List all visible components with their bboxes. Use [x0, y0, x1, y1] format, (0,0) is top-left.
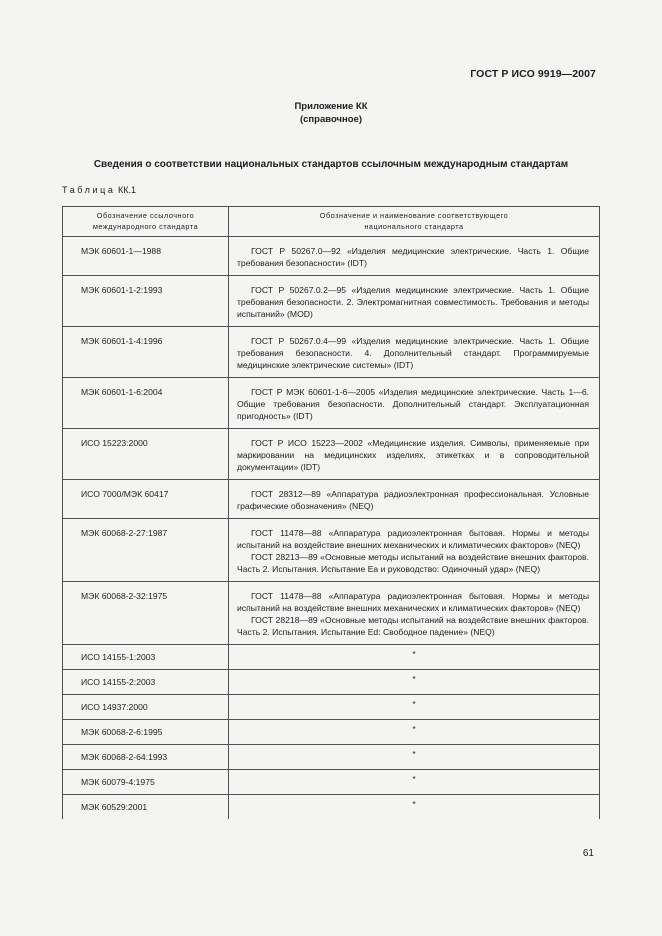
national-standard-cell [229, 770, 600, 795]
appendix-title-block [0, 100, 662, 126]
international-standard-cell: МЭК 60601-1-4:1996 [63, 327, 229, 378]
table-label-number: КК.1 [118, 185, 137, 195]
table-row [63, 645, 600, 670]
table-row [63, 276, 600, 327]
table-row [63, 582, 600, 645]
no-equivalent-marker: * [412, 774, 416, 784]
international-standard-cell: ИСО 14937:2000 [63, 695, 229, 720]
international-standard-cell: МЭК 60601-1-6:2004 [63, 378, 229, 429]
international-standard-cell: МЭК 60601-1-2:1993 [63, 276, 229, 327]
table-row [63, 720, 600, 745]
document-code: ГОСТ Р ИСО 9919—2007 [470, 68, 596, 80]
table-row [63, 745, 600, 770]
column-header-international: Обозначение ссылочного международного стандарта [63, 207, 229, 237]
national-standard-cell [229, 795, 600, 820]
national-standard-cell [229, 695, 600, 720]
national-standard-cell [229, 745, 600, 770]
national-standard-cell [229, 378, 600, 429]
national-standard-text: ГОСТ Р 50267.0.2—95 «Изделия медицинские электрические. Часть 1. Общие требования безопасности. 2. Электромагнитная совместимость. Требования и методы испытаний» (MOD) [237, 285, 589, 319]
table-label-prefix: Таблица [62, 185, 116, 195]
international-standard-cell: МЭК 60068-2-6:1995 [63, 720, 229, 745]
table-row [63, 795, 600, 820]
international-standard-cell: МЭК 60601-1—1988 [63, 237, 229, 276]
table-row [63, 770, 600, 795]
table-row [63, 695, 600, 720]
national-standard-cell [229, 670, 600, 695]
national-standard-cell [229, 519, 600, 582]
international-standard-cell: ИСО 15223:2000 [63, 429, 229, 480]
appendix-title: Приложение КК [294, 101, 368, 112]
table-row [63, 327, 600, 378]
international-standard-cell: МЭК 60079-4:1975 [63, 770, 229, 795]
national-standard-text: ГОСТ Р МЭК 60601-1-6—2005 «Изделия медицинские электрические. Часть 1—6. Общие требования безопасности. Дополнительный стандарт. Эксплуатационная пригодность» (IDT) [237, 387, 589, 421]
international-standard-cell: ИСО 14155-2:2003 [63, 670, 229, 695]
page-number: 61 [582, 848, 594, 859]
table-header-row [63, 207, 600, 237]
appendix-subtitle: (справочное) [299, 114, 363, 125]
table-row [63, 378, 600, 429]
national-standard-cell [229, 327, 600, 378]
correspondence-table [62, 206, 600, 819]
national-standard-text: ГОСТ 11478—88 «Аппаратура радиоэлектронная бытовая. Нормы и методы испытаний на воздействие внешних механических и климатических факторов» (NEQ) [237, 528, 589, 550]
table-row [63, 670, 600, 695]
table-body [63, 237, 600, 820]
no-equivalent-marker: * [412, 674, 416, 684]
national-standard-text: ГОСТ 28213—89 «Основные методы испытаний на воздействие внешних факторов. Часть 2. Испытания. Испытание Еа и руководство: Одиночный удар» (NEQ) [237, 552, 589, 574]
table-label [62, 185, 136, 195]
national-standard-cell [229, 582, 600, 645]
national-standard-cell [229, 276, 600, 327]
national-standard-cell [229, 720, 600, 745]
national-standard-cell [229, 645, 600, 670]
no-equivalent-marker: * [412, 749, 416, 759]
table-row [63, 480, 600, 519]
column-header-national: Обозначение и наименование соответствующего национального стандарта [229, 207, 600, 237]
table-row [63, 429, 600, 480]
national-standard-cell [229, 429, 600, 480]
international-standard-cell: ИСО 14155-1:2003 [63, 645, 229, 670]
international-standard-cell: ИСО 7000/МЭК 60417 [63, 480, 229, 519]
international-standard-cell: МЭК 60068-2-32:1975 [63, 582, 229, 645]
national-standard-text: ГОСТ Р ИСО 15223—2002 «Медицинские изделия. Символы, применяемые при маркировании на медицинских изделиях, этикетках и в сопроводительной документации» (IDT) [237, 438, 589, 472]
international-standard-cell: МЭК 60068-2-27:1987 [63, 519, 229, 582]
no-equivalent-marker: * [412, 799, 416, 809]
no-equivalent-marker: * [412, 724, 416, 734]
national-standard-text: ГОСТ 28218—89 «Основные методы испытаний на воздействие внешних факторов. Часть 2. Испытания. Испытание Ed: Свободное падение» (NEQ) [237, 615, 589, 637]
international-standard-cell: МЭК 60068-2-64:1993 [63, 745, 229, 770]
section-heading: Сведения о соответствии национальных стандартов ссылочным международным стандартам [93, 159, 569, 170]
national-standard-text: ГОСТ 11478—88 «Аппаратура радиоэлектронная бытовая. Нормы и методы испытаний на воздействие внешних механических и климатических факторов» (NEQ) [237, 591, 589, 613]
national-standard-text: ГОСТ Р 50267.0.4—99 «Изделия медицинские электрические. Часть 1. Общие требования безопасности. 4. Дополнительный стандарт. Программируемые медицинские электрические системы» (IDT) [237, 336, 589, 370]
national-standard-cell [229, 480, 600, 519]
no-equivalent-marker: * [412, 649, 416, 659]
table-row [63, 237, 600, 276]
national-standard-text: ГОСТ Р 50267.0—92 «Изделия медицинские электрические. Часть 1. Общие требования безопасности» (IDT) [237, 246, 589, 268]
national-standard-cell [229, 237, 600, 276]
table-row [63, 519, 600, 582]
international-standard-cell: МЭК 60529:2001 [63, 795, 229, 820]
national-standard-text: ГОСТ 28312—89 «Аппаратура радиоэлектронная профессиональная. Условные графические обозначения» (NEQ) [237, 489, 589, 511]
no-equivalent-marker: * [412, 699, 416, 709]
